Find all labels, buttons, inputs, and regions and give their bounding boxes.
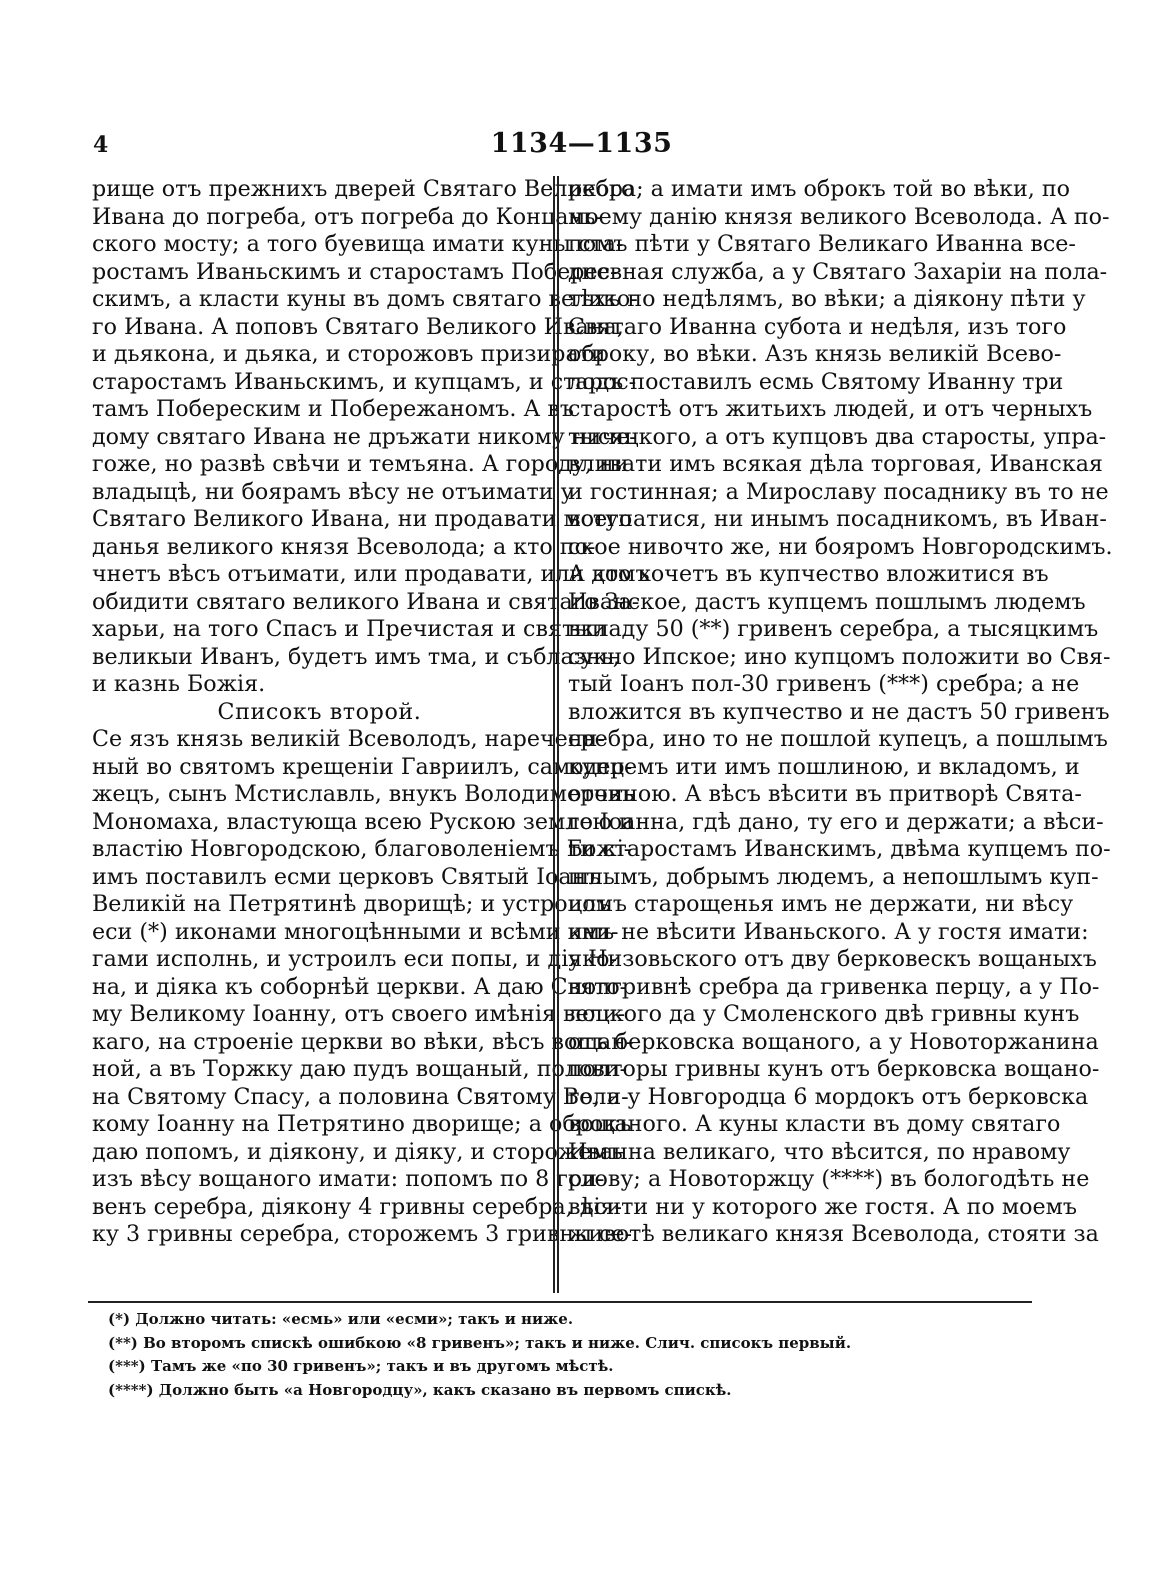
text-line: отчиною. А вѣсъ вѣсити въ притворѣ Свята- xyxy=(568,781,1082,807)
text-line: Святаго Великого Ивана, ни продавати моего xyxy=(92,506,633,532)
text-line: венъ серебра, діякону 4 гривны серебра, дія- xyxy=(92,1193,623,1220)
text-line: тѣхъ по недѣлямъ, во вѣки; а діякону пѣти у xyxy=(568,286,1086,312)
text-line: даю попомъ, и діякону, и діяку, и сторожемъ xyxy=(92,1138,623,1165)
text-line: старостѣ отъ житьихъ людей, и отъ черныхъ xyxy=(568,396,1093,422)
text-line: моему данію князя великого Всеволода. А по- xyxy=(568,203,1110,230)
text-line: харьи, на того Спасъ и Пречистая и святыи xyxy=(92,616,607,642)
text-line: ти старостамъ Иванскимъ, двѣма купцемъ по- xyxy=(568,836,1111,862)
text-line: имъ поставилъ есми церковъ Святый Іоанъ xyxy=(92,863,601,890)
column-divider xyxy=(553,176,559,1293)
text-line: вѣсити ни у которого же гостя. А по моемъ xyxy=(568,1193,1077,1220)
text-line: ростамъ Иваньскимъ и старостамъ Поберес- xyxy=(92,258,618,285)
text-line: сребра, ино то не пошлой купецъ, а пошлымъ xyxy=(568,726,1108,752)
text-line: тамъ Побереским и Побережаномъ. А въ xyxy=(92,396,574,422)
text-line: гоже, но развѣ свѣчи и темъяна. А городу, ни xyxy=(92,451,629,477)
section-heading: Списокъ второй. xyxy=(217,698,422,725)
text-line: жецъ, сынъ Мстиславль, внукъ Володимеровъ xyxy=(92,781,635,807)
text-line: лоцкого да у Смоленского двѣ гривны кунъ xyxy=(568,1001,1080,1027)
right-column xyxy=(568,176,1113,1249)
text-line: на, и діяка къ соборнѣй церкви. А даю Свято- xyxy=(92,973,628,1000)
page-title: 1134—1135 xyxy=(490,128,673,159)
text-line: го Іоанна, гдѣ дано, ту его и держати; а вѣси- xyxy=(568,808,1104,835)
text-line: ной, а въ Торжку даю пудъ вощаный, полови- xyxy=(92,1056,628,1082)
text-line: помъ пѣти у Святаго Великаго Иванна все- xyxy=(568,231,1076,257)
text-line: вступатися, ни инымъ посадникомъ, въ Иван- xyxy=(568,506,1107,532)
text-line: и гостинная; а Мирославу посаднику въ то не xyxy=(568,478,1109,505)
text-line: Святаго Иванна субота и недѣля, изъ того xyxy=(568,313,1067,340)
text-line: у Низовьского отъ дву берковескъ вощаныхъ xyxy=(568,946,1097,972)
text-line: тый Іоанъ пол-30 гривенъ (***) сребра; а не xyxy=(568,671,1080,697)
text-line: Се язъ князь великій Всеволодъ, нареченн- xyxy=(92,726,605,752)
text-line: кому Іоанну на Петрятино дворище; а оброкъ xyxy=(92,1111,632,1137)
text-line: ребра; а имати имъ оброкъ той во вѣки, по xyxy=(568,176,1071,202)
text-line: слову; а Новоторжцу (****) въ бологодѣть не xyxy=(568,1166,1090,1192)
text-line: Иванское, дастъ купцемъ пошлымъ людемъ xyxy=(568,588,1086,615)
text-line: вкладу 50 (**) гривенъ серебра, а тысяцкимъ xyxy=(568,616,1099,642)
footnote-rule xyxy=(88,1301,1032,1303)
text-line: владыцѣ, ни боярамъ вѣсу не отъимати у xyxy=(92,478,574,505)
text-line: изъ вѣсу вощаного имати: попомъ по 8 гри- xyxy=(92,1166,605,1192)
text-line: старостамъ Иваньскимъ, и купцамъ, и старос- xyxy=(92,368,637,395)
footnote: (***) Тамъ же «по 30 гривенъ»; такъ и въ другомъ мѣстѣ. xyxy=(108,1357,614,1375)
text-line: скимъ, а класти куны въ домъ святаго велико- xyxy=(92,286,638,312)
text-line: данья великого князя Всеволода; а кто по- xyxy=(92,533,596,560)
text-line: вливати имъ всякая дѣла торговая, Иванская xyxy=(568,451,1103,477)
text-line: Иванна великаго, что вѣсится, по нравому xyxy=(568,1138,1071,1165)
text-line: великыи Иванъ, будетъ имъ тма, и съблазнь, xyxy=(92,643,620,670)
text-line: властію Новгородскою, благоволеніемъ Божі- xyxy=(92,836,632,862)
left-column xyxy=(92,176,650,1249)
text-line: му Великому Іоанну, отъ своего имѣнія вели- xyxy=(92,1001,625,1027)
text-line: обидити святаго великого Ивана и святаго За- xyxy=(92,588,640,615)
text-line: Мономаха, властующа всею Рускою землею и xyxy=(92,808,634,835)
text-line: ку 3 гривны серебра, сторожемъ 3 гривны се- xyxy=(92,1221,632,1247)
footnote: (****) Должно быть «а Новгородцу», какъ сказано въ первомъ спискѣ. xyxy=(108,1380,732,1399)
text-line: тысяцкого, а отъ купцовъ два старосты, упра- xyxy=(568,423,1107,450)
text-line: еси (*) иконами многоцѣнными и всѣми кни- xyxy=(92,918,619,945)
text-line: отъ берковска вощаного, а у Новоторжанина xyxy=(568,1028,1099,1055)
text-line: чнетъ вѣсъ отъимати, или продавати, или домъ xyxy=(92,561,650,587)
text-line: животѣ великаго князя Всеволода, стояти за xyxy=(568,1221,1099,1247)
text-line: ского мосту; а того буевища имати куны ста- xyxy=(92,231,624,257)
footnote: (**) Во второмъ спискѣ ошибкою «8 гривенъ»; такъ и ниже. Слич. списокъ первый. xyxy=(108,1333,852,1352)
text-line: лодъ поставилъ есмь Святому Иванну три xyxy=(568,368,1064,395)
text-line: рище отъ прежнихъ дверей Святаго Великого xyxy=(92,176,635,202)
text-line: сукно Ипское; ино купцомъ положити во Свя- xyxy=(568,643,1111,670)
text-line: дневная служба, а у Святаго Захаріи на пола- xyxy=(568,258,1108,285)
text-line: Великій на Петрятинѣ дворищѣ; и устроилъ xyxy=(92,891,611,917)
text-line: А кто хочетъ въ купчество вложитися въ xyxy=(568,561,1049,587)
text-line: гами исполнь, и устроилъ еси попы, и діяко- xyxy=(92,946,618,972)
text-line: и казнь Божія. xyxy=(92,671,266,697)
text-line: имъ не вѣсити Иваньского. А у гостя имати: xyxy=(568,918,1089,945)
text-line: го Ивана. А поповъ Святаго Великого Ивана, xyxy=(92,313,624,340)
text-line: дому святаго Ивана не дръжати никому ниче- xyxy=(92,423,637,450)
text-line: полторы гривны кунъ отъ берковска вощано- xyxy=(568,1056,1100,1082)
text-line: шлымъ, добрымъ людемъ, а непошлымъ куп- xyxy=(568,863,1099,890)
text-line: купцемъ ити имъ пошлиною, и вкладомъ, и xyxy=(568,753,1080,780)
text-line: ный во святомъ крещеніи Гавриилъ, самодер- xyxy=(92,753,633,780)
text-line: ское нивочто же, ни бояромъ Новгородскимъ. xyxy=(568,533,1113,560)
page-number: 4 xyxy=(93,132,109,158)
text-line: каго, на строеніе церкви во вѣки, вѣсъ вощан- xyxy=(92,1028,634,1055)
text-line: цомъ старощенья имъ не держати, ни вѣсу xyxy=(568,891,1074,917)
text-line: вощаного. А куны класти въ дому святаго xyxy=(568,1111,1061,1137)
text-line: оброку, во вѣки. Азъ князь великій Всево- xyxy=(568,341,1062,367)
footnote: (*) Должно читать: «есмь» или «есми»; такъ и ниже. xyxy=(108,1310,574,1328)
footnotes xyxy=(108,1308,1008,1402)
text-line: на Святому Спасу, а половина Святому Вели- xyxy=(92,1083,629,1110)
text-line: полгривнѣ сребра да гривенка перцу, а у По- xyxy=(568,973,1100,1000)
text-line: го, а у Новгородца 6 мордокъ отъ берковска xyxy=(568,1083,1089,1110)
text-line: Ивана до погреба, отъ погреба до Концань- xyxy=(92,203,603,230)
text-line: вложится въ купчество и не дастъ 50 гривенъ xyxy=(568,698,1110,725)
text-line: и дьякона, и дьяка, и сторожовъ призирати xyxy=(92,341,606,367)
